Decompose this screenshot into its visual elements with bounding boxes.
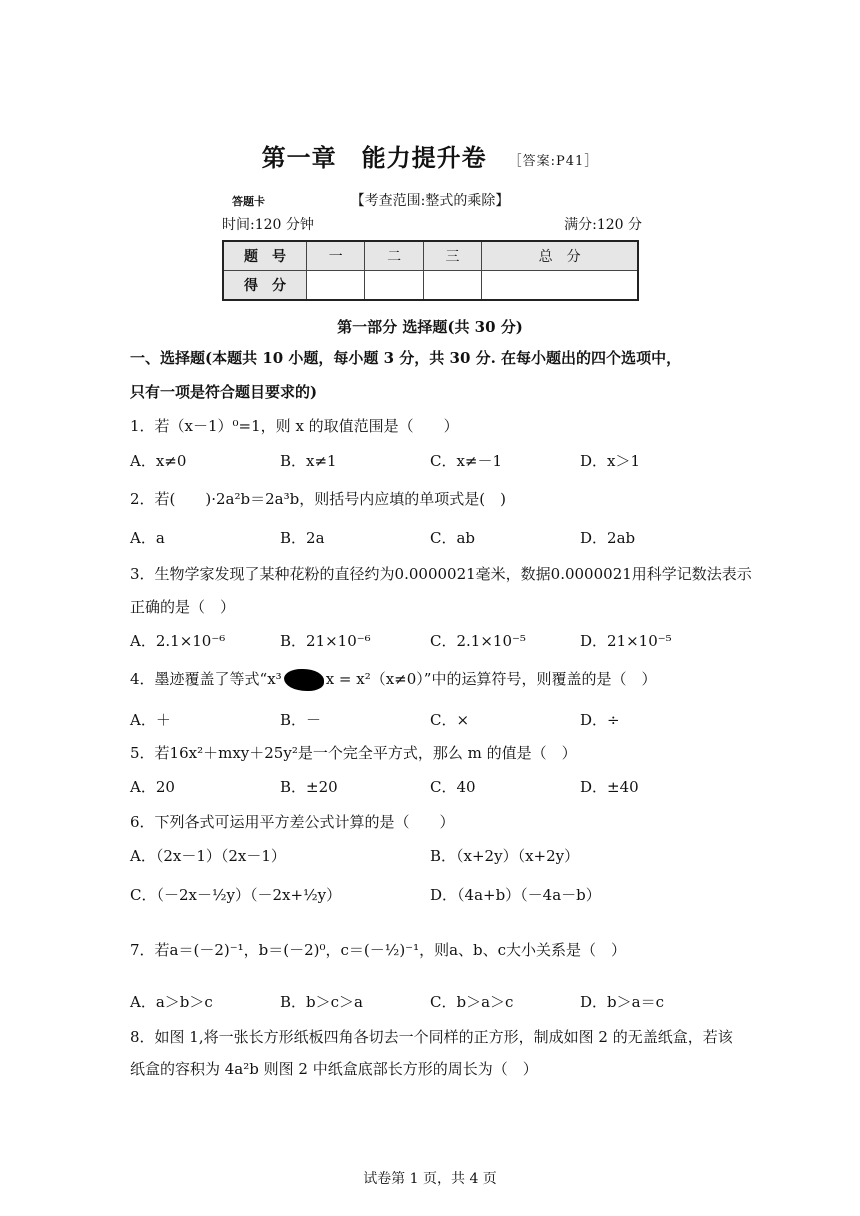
score-cell[interactable] [423, 271, 481, 301]
question-7-option-d[interactable]: D．b＞a＝c [580, 993, 664, 1011]
question-7-option-c[interactable]: C．b＞a＞c [430, 993, 514, 1011]
score-header-cell: 一 [307, 241, 365, 271]
score-header-cell: 题 号 [223, 241, 307, 271]
question-4-stem [130, 668, 656, 691]
question-5-option-d[interactable]: D．±40 [580, 778, 639, 796]
question-3-stem-line: 3．生物学家发现了某种花粉的直径约为0.0000021毫米，数据0.0000021用科学记数法表示 [130, 565, 752, 583]
question-4-option-a[interactable]: A．＋ [130, 711, 171, 729]
question-3-option-a[interactable]: A．2.1×10⁻⁶ [130, 632, 226, 650]
question-8-stem-line: 纸盒的容积为 4a²b 则图 2 中纸盒底部长方形的周长为（ ） [130, 1060, 538, 1078]
question-2-option-b[interactable]: B．2a [280, 529, 325, 547]
question-2-option-a[interactable]: A．a [130, 529, 165, 547]
question-5-stem: 5．若16x²＋mxy＋25y²是一个完全平方式，那么 m 的值是（ ） [130, 744, 577, 762]
question-4-stem-after: x = x²（x≠0）”中的运算符号，则覆盖的是（ ） [325, 670, 657, 688]
score-header-cell: 总 分 [482, 241, 638, 271]
score-table [222, 240, 639, 301]
score-header-cell: 三 [423, 241, 481, 271]
answer-reference: ［答案:P41］ [508, 154, 599, 169]
time-limit: 时间:120 分钟 [222, 217, 314, 233]
score-header-cell: 二 [365, 241, 423, 271]
question-5-option-b[interactable]: B．±20 [280, 778, 338, 796]
question-6-option-c[interactable]: C．（－2x－½y）（－2x+½y） [130, 886, 342, 904]
question-3-option-d[interactable]: D．21×10⁻⁵ [580, 632, 672, 650]
part-heading-line: 只有一项是符合题目要求的) [130, 383, 318, 401]
question-4-option-d[interactable]: D．÷ [580, 711, 620, 729]
score-row-label: 得 分 [223, 271, 307, 301]
question-6-stem: 6．下列各式可运用平方差公式计算的是（ ） [130, 813, 455, 831]
page-footer: 试卷第 1 页，共 4 页 [363, 1171, 497, 1187]
question-1-stem: 1．若（x－1）⁰=1，则 x 的取值范围是（ ） [130, 417, 459, 435]
question-3-option-c[interactable]: C．2.1×10⁻⁵ [430, 632, 526, 650]
ink-blot-icon [284, 669, 324, 691]
question-2-stem: 2．若( )·2a²b＝2a³b，则括号内应填的单项式是( ) [130, 490, 506, 508]
question-3-option-b[interactable]: B．21×10⁻⁶ [280, 632, 371, 650]
section-title: 第一部分 选择题(共 30 分) [337, 318, 523, 336]
answer-card-label: 答题卡 [232, 195, 265, 208]
page-title: 第一章 能力提升卷 ［答案:P41］ [261, 143, 599, 172]
question-1-option-b[interactable]: B．x≠1 [280, 452, 337, 470]
exam-scope: 【考查范围:整式的乘除】 [350, 193, 510, 209]
question-5-option-a[interactable]: A．20 [130, 778, 175, 796]
question-6-option-d[interactable]: D．（4a+b）（－4a－b） [430, 886, 601, 904]
full-score: 满分:120 分 [564, 217, 642, 233]
question-7-option-b[interactable]: B．b＞c＞a [280, 993, 363, 1011]
question-6-option-a[interactable]: A．（2x－1）（2x－1） [130, 847, 286, 865]
question-1-option-d[interactable]: D．x＞1 [580, 452, 641, 470]
question-7-stem: 7．若a＝(－2)⁻¹，b＝(－2)⁰，c＝(－½)⁻¹，则a、b、c大小关系是（ ） [130, 941, 627, 959]
question-7-option-a[interactable]: A．a＞b＞c [130, 993, 213, 1011]
question-1-option-c[interactable]: C．x≠－1 [430, 452, 503, 470]
question-6-option-b[interactable]: B．（x+2y）（x+2y） [430, 847, 580, 865]
question-3-stem-line: 正确的是（ ） [130, 598, 236, 616]
question-1-option-a[interactable]: A．x≠0 [130, 452, 187, 470]
question-2-option-d[interactable]: D．2ab [580, 529, 636, 547]
score-cell[interactable] [365, 271, 423, 301]
question-4-stem-before: 4．墨迹覆盖了等式“x³ [130, 670, 282, 688]
question-8-stem-line: 8．如图 1,将一张长方形纸板四角各切去一个同样的正方形，制成如图 2 的无盖纸盒，若该 [130, 1028, 733, 1046]
score-cell[interactable] [482, 271, 638, 301]
score-table-header-row [223, 241, 638, 271]
score-table-score-row [223, 271, 638, 301]
score-cell[interactable] [307, 271, 365, 301]
question-4-option-b[interactable]: B．－ [280, 711, 322, 729]
question-2-option-c[interactable]: C．ab [430, 529, 476, 547]
question-5-option-c[interactable]: C．40 [430, 778, 476, 796]
question-4-option-c[interactable]: C．× [430, 711, 470, 729]
part-heading-line: 一、选择题(本题共 10 小题，每小题 3 分，共 30 分. 在每小题出的四个选项中， [130, 349, 682, 367]
